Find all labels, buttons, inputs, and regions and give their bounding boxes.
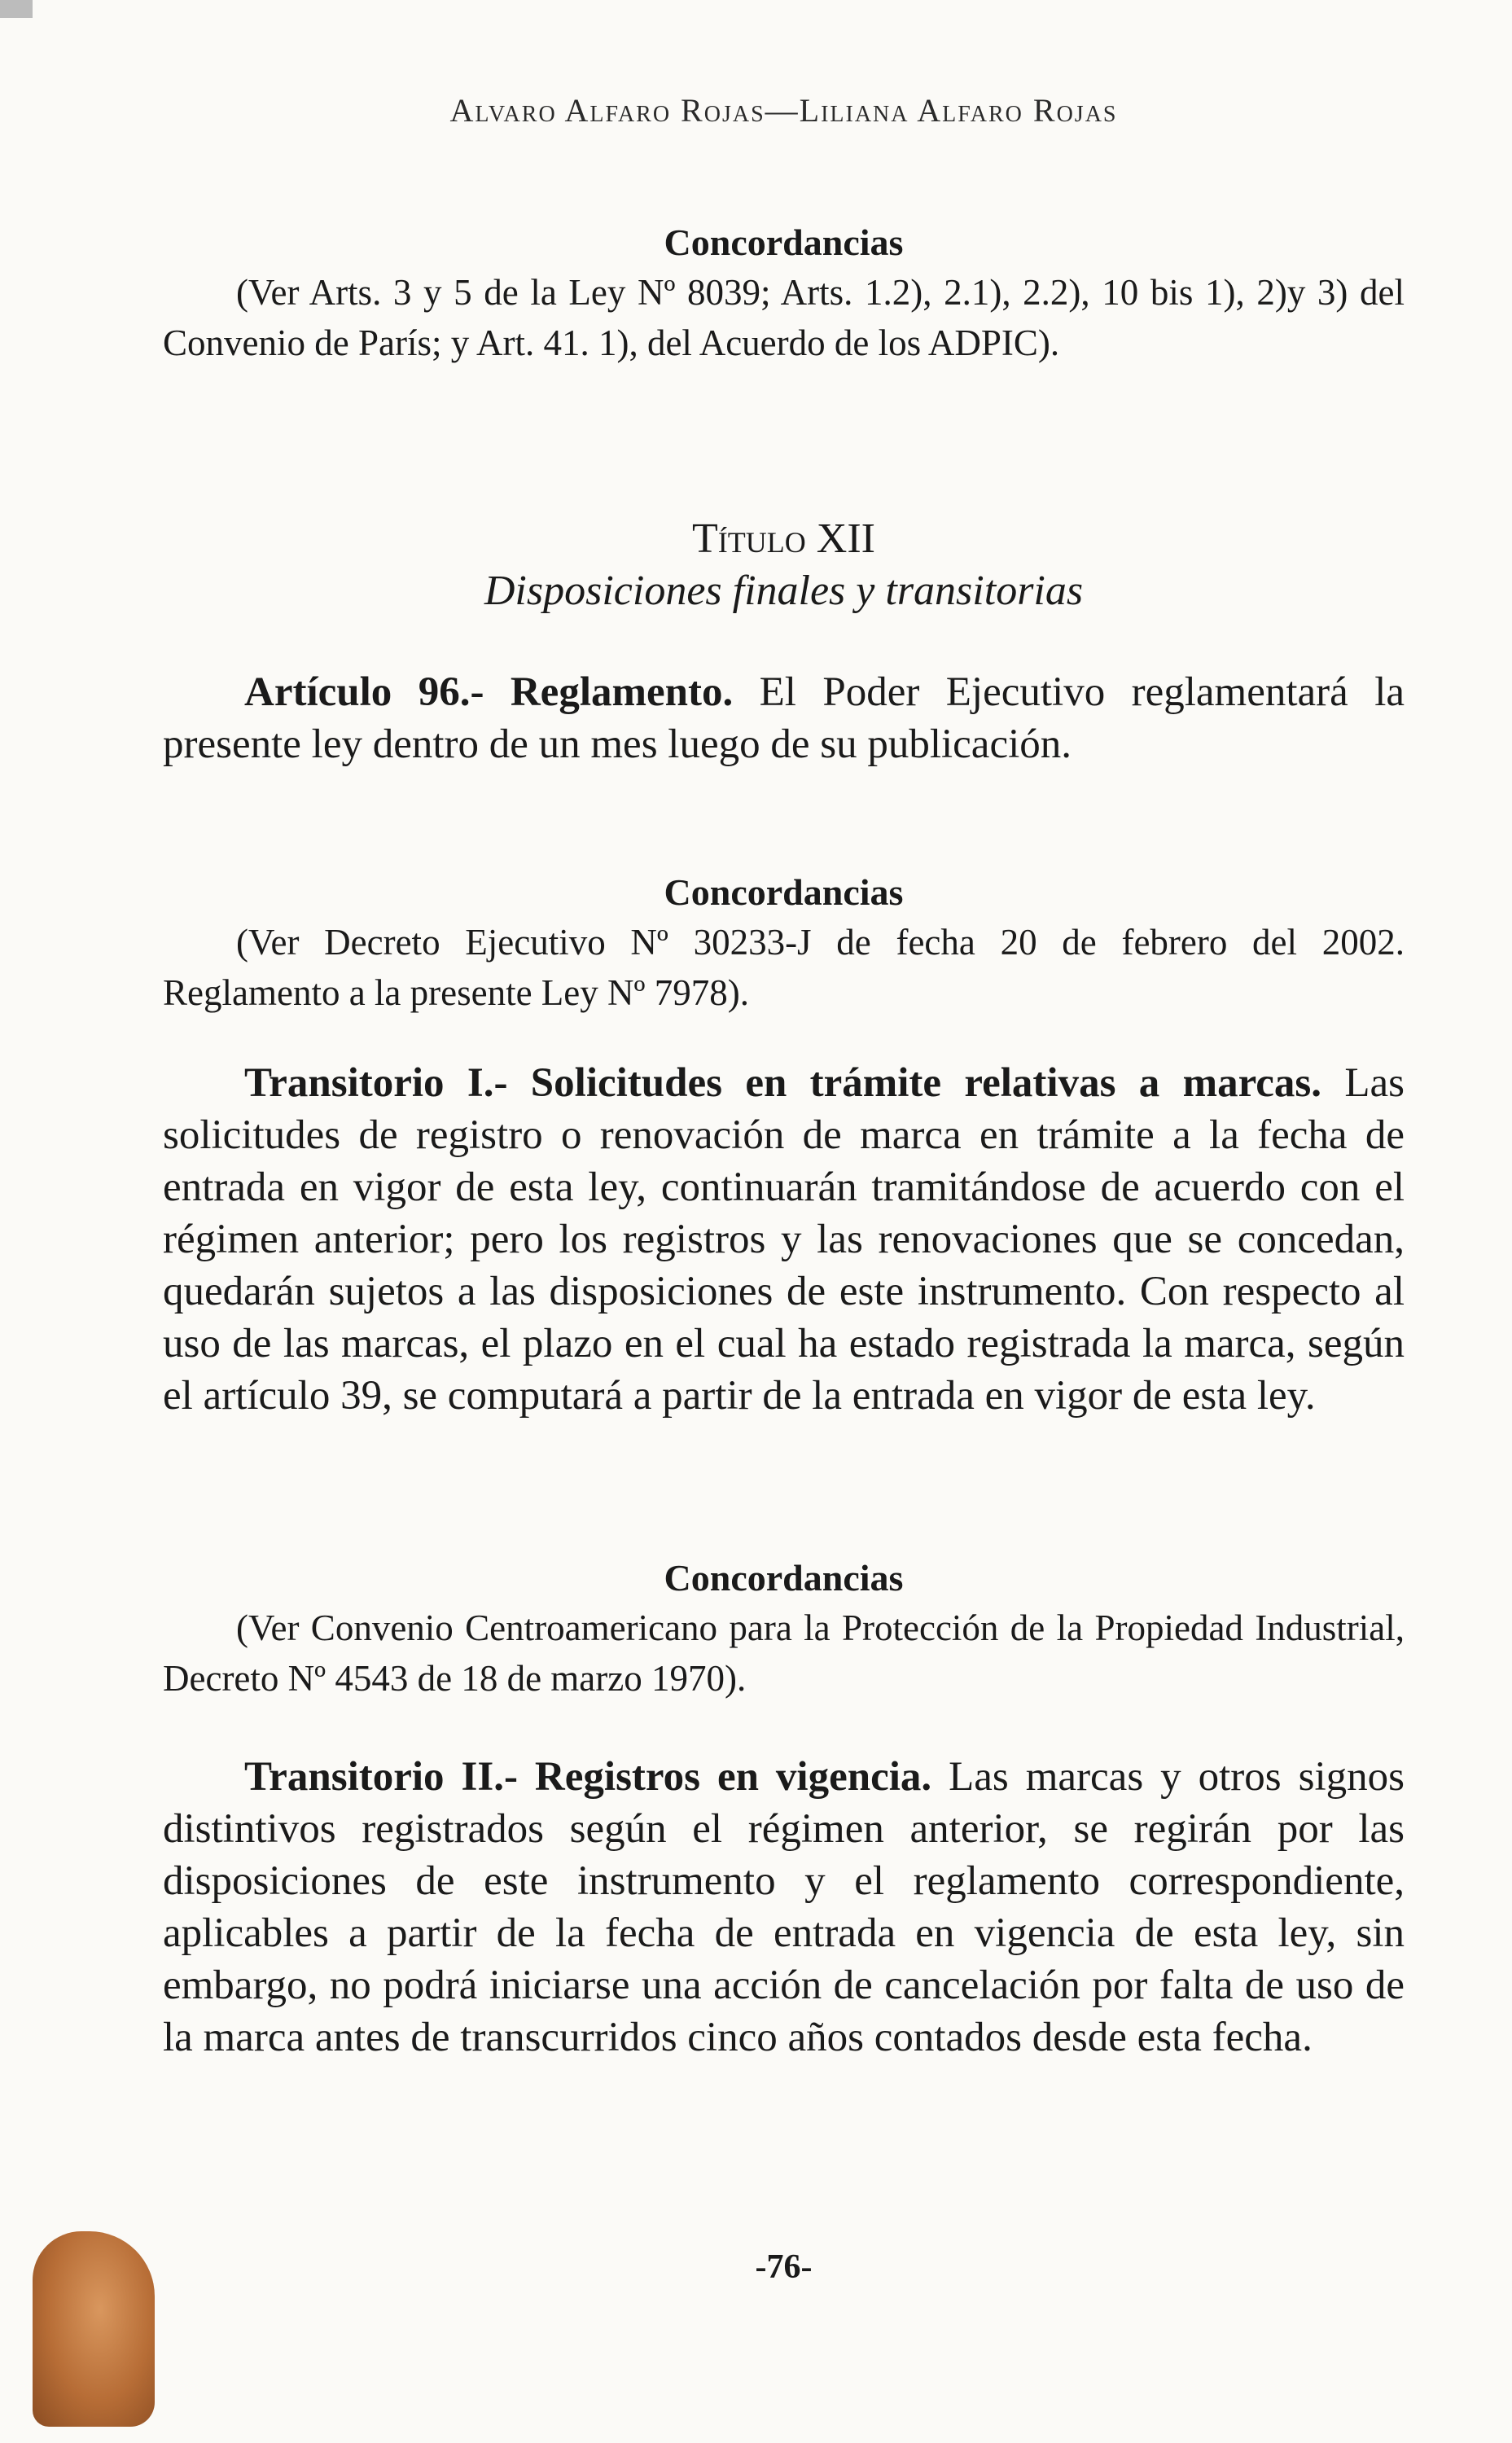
article-96-text: El Poder Ejecutivo reglamentará la presente ley dentro de un mes luego de su publicación. — [163, 669, 1405, 767]
concordancias-text: (Ver Arts. 3 y 5 de la Ley Nº 8039; Arts. 1.2), 2.1), 2.2), 10 bis 1), 2)y 3) del Convenio de París; y Art. 41. 1), del Acuerdo de los ADPIC). — [163, 272, 1405, 363]
transitorio-2-text: Las marcas y otros signos distintivos registrados según el régimen anterior, se regirán por las disposiciones de este instrumento y el reglamento correspondiente, aplicables a partir de la fecha de entrada en vigencia de esta ley, sin embargo, no podrá iniciarse una acción de cancelación por falta de uso de la marca antes de transcurridos cinco años contados desde esta fecha. — [163, 1754, 1405, 2060]
concordancias-text: (Ver Decreto Ejecutivo Nº 30233-J de fecha 20 de febrero del 2002. Reglamento a la presente Ley Nº 7978). — [163, 922, 1405, 1013]
concordancias-heading: Concordancias — [664, 1557, 904, 1599]
transitorio-1-text: Las solicitudes de registro o renovación de marca en trámite a la fecha de entrada en vigor de esta ley, continuarán tramitándose de acuerdo con el régimen anterior; pero los registros y las renovaciones que se concedan, quedarán sujetos a las disposiciones de este instrumento. Con respecto al uso de las marcas, el plazo en el cual ha estado registrada la marca, según el artículo 39, se computará a partir de la entrada en vigor de esta ley. — [163, 1060, 1405, 1419]
article-96 — [163, 666, 1405, 770]
concordancias-heading: Concordancias — [664, 221, 904, 263]
concordancias-block-1 — [163, 218, 1405, 368]
concordancias-text: (Ver Convenio Centroamericano para la Protección de la Propiedad Industrial, Decreto Nº 4543 de 18 de marzo 1970). — [163, 1607, 1405, 1699]
transitorio-2-lead: Transitorio II.- Registros en vigencia. — [244, 1754, 932, 1800]
title-label: Título XII — [692, 515, 875, 562]
scan-corner-mark — [0, 0, 33, 18]
running-head: Alvaro Alfaro Rojas—Liliana Alfaro Rojas — [449, 92, 1118, 129]
transitorio-1-lead: Transitorio I.- Solicitudes en trámite relativas a marcas. — [244, 1060, 1322, 1106]
article-96-paragraph — [163, 666, 1405, 770]
concordancias-heading: Concordancias — [664, 871, 904, 913]
title-subtitle: Disposiciones finales y transitorias — [484, 568, 1084, 614]
transitorio-2-paragraph — [163, 1751, 1405, 2064]
thumb-photo-artifact — [33, 2231, 155, 2427]
page-number: -76- — [755, 2248, 813, 2286]
concordancias-block-3 — [163, 1554, 1405, 1704]
title-block — [163, 513, 1405, 617]
transitorio-1-paragraph — [163, 1057, 1405, 1422]
article-96-lead: Artículo 96.- Reglamento. — [244, 669, 734, 715]
transitorio-1 — [163, 1057, 1405, 1422]
concordancias-block-2 — [163, 868, 1405, 1018]
transitorio-2 — [163, 1751, 1405, 2064]
